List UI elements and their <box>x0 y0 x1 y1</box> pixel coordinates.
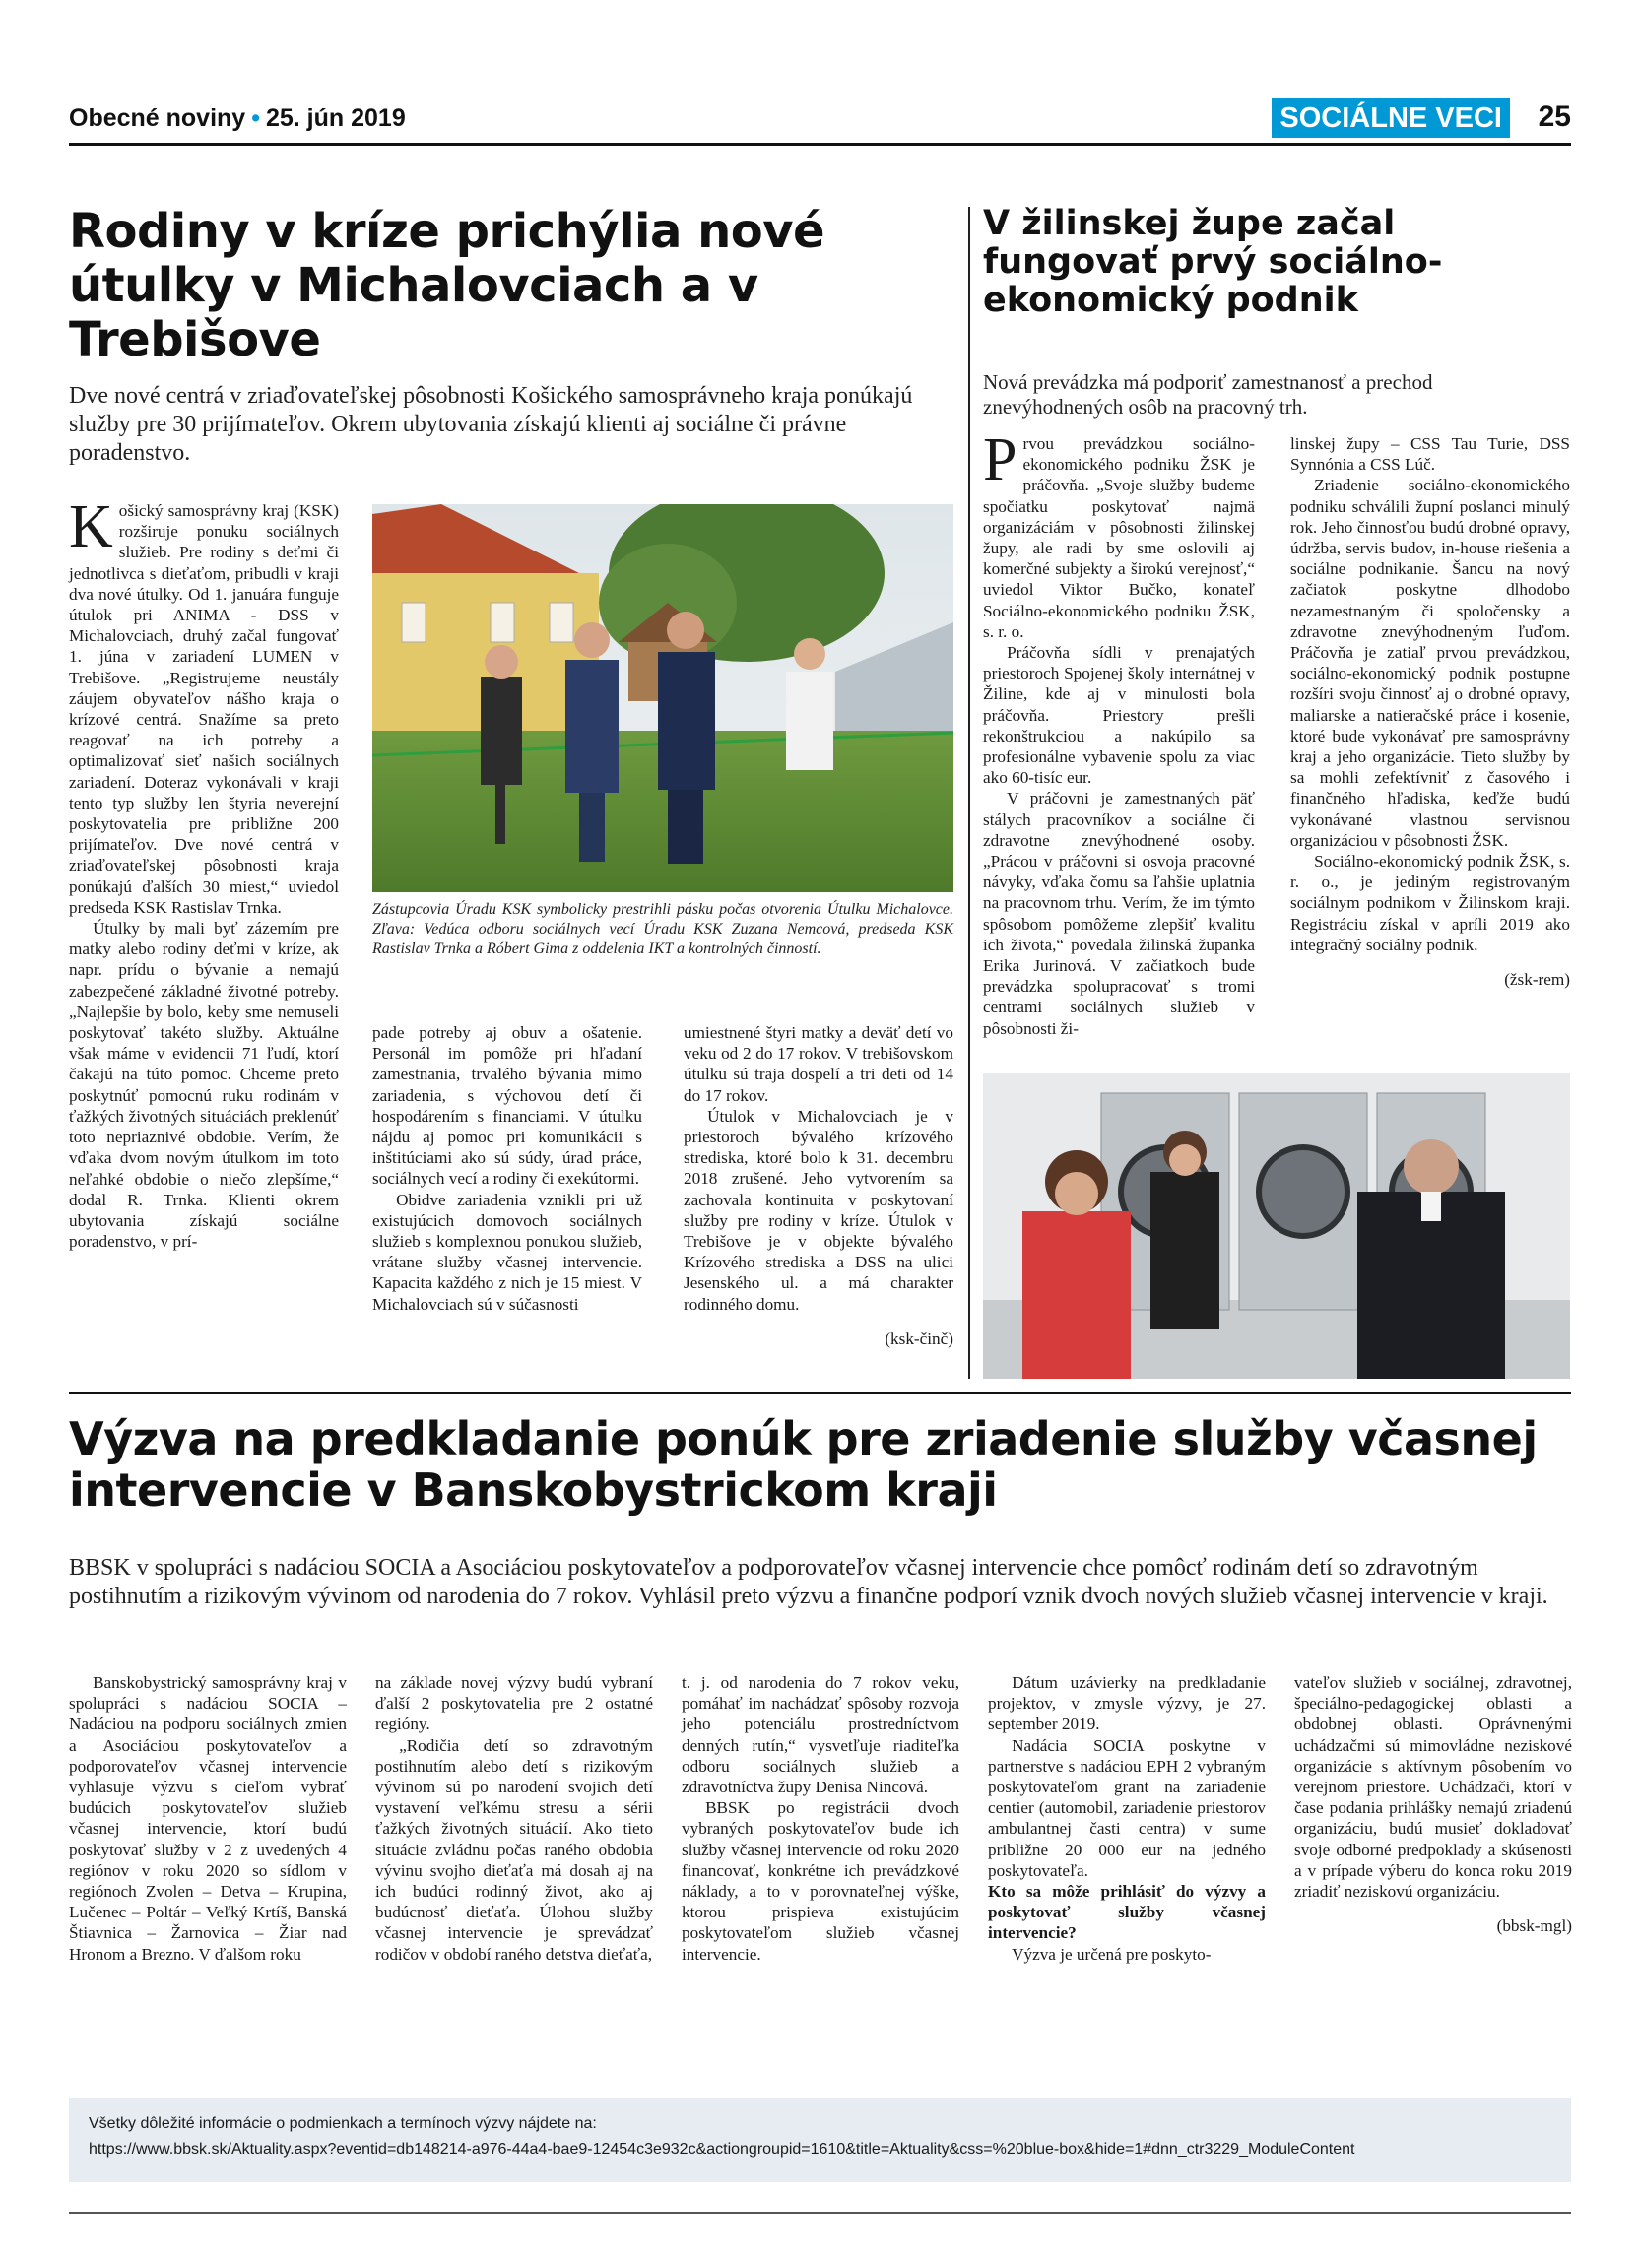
paragraph: V práčovni je zamestnaných päť stálych pracovníkov a sociálne či zdravotne znevýhodnené osoby. „Prácou v práčovni si osvoja pracovné návyky, vďaka čomu sa ľahšie uplatnia na pracovnom trhu. Verím, že im týmto spôsobom pomôžeme zlepšiť kvalitu ich života,“ povedala žilinská županka Erika Jurinová. V začiatkoch bude prevádzka spolupracovať s tromi centrami sociálnych služieb v pôsobnosti ži- <box>983 789 1255 1038</box>
article2-title: V žilinskej župe začal fungovať prvý sociálno-ekonomický podnik <box>983 204 1443 320</box>
paragraph: pade potreby aj obuv a ošatenie. Personál im pomôže pri hľadaní zamestnania, trvalého bývania mimo zariadenia, s výchovou detí či hospodárením s financiami. V útulku nájdu aj pomoc pri komunikácii s inštitúciami ako sú súdy, úrad práce, sociálnych vecí a rodiny či exekútormi. <box>372 1023 642 1189</box>
paragraph: t. j. od narodenia do 7 rokov veku, pomáhať im nachádzať spôsoby rozvoja jeho potenciálu prostredníctvom denných rutín,“ vysvetľuje riaditeľka odboru sociálnych služieb a zdravotníctva župy Denisa Nincová. <box>682 1673 959 1797</box>
paragraph: „Rodičia detí so zdravotným postihnutím alebo detí s rizikovým vývinom sú po narodení svojich detí vystavení veľkému stresu a sérii ťažkých životných situácií. Ako tieto situácie zvládnu počas raného obdobia vývinu svojho dieťaťa má dosah aj na ich budúci rodinný život, ako aj budúcnosť dieťaťa. Úlohou služby včasnej intervencie je sprevádzať rodičov v období raného detstva dieťaťa, <box>375 1735 653 1964</box>
article3-column-4 <box>988 1672 1266 1965</box>
page-header <box>69 98 1571 146</box>
laundry-image <box>983 1073 1570 1379</box>
article1-signature: (ksk-činč) <box>885 1328 953 1348</box>
article2-column-2 <box>1290 433 1570 990</box>
dropcap: K <box>69 493 113 560</box>
article1-column-1 <box>69 493 339 1252</box>
article1-column-3 <box>684 1022 953 1349</box>
dropcap: P <box>983 426 1017 493</box>
article2-lead: Nová prevádzka má podporiť zamestnanosť a prechod znevýhodnených osôb na pracovný trh. <box>983 370 1433 419</box>
paragraph: Útulok v Michalovciach je v priestoroch bývalého krízového strediska, ktoré bolo k 31. decembru 2018 zrušené. Jeho vytvorením sa zachovala kontinuita v poskytovaní služby pre rodiny v kríze. Útulok v Trebišove je v objekte bývalého Krízového strediska a DSS na ulici Jesenského ul. a má charakter rodinného domu. <box>684 1106 953 1314</box>
header-separator: • <box>251 104 260 132</box>
paragraph: vateľov služieb v sociálnej, zdravotnej, špeciálno-pedagogickej oblasti a obdobnej oblasti. Oprávnenými uchádzačmi sú mimovládne neziskové organizácie s aktívnym pôsobením vo verejnom priestore. Uchádzači, ktorí v čase podania prihlášky nemajú zriadenú organizáciu, budú musieť dokladovať svoje odborné predpoklady a skúsenosti a v prípade výberu do konca roku 2019 zriadiť neziskovú organizáciu. <box>1294 1673 1572 1902</box>
bottom-rule <box>69 2212 1571 2214</box>
article3-column-2 <box>375 1672 653 1965</box>
paragraph: Nadácia SOCIA poskytne v partnerstve s nadáciou EPH 2 vybraným poskytovateľom grant na zariadenie centier (automobil, zariadenie priestorov ambulantnej časti centra) v sume približne 20 000 eur na jedného poskytovateľa. <box>988 1735 1266 1880</box>
article3-signature: (bbsk-mgl) <box>1496 1916 1572 1936</box>
info-box-url[interactable]: https://www.bbsk.sk/Aktuality.aspx?eventid=db148214-a976-44a4-bae9-12454c3e932c&actiongroupid=1610&title=Aktuality&css=%20blue-box&hide=1#dnn_ctr3229_ModuleContent <box>89 2141 1355 2158</box>
paragraph: Sociálno-ekonomický podnik ŽSK, s. r. o., je jediným registrovaným sociálnym podnikom v Žilinskom kraji. Registráciu získal v apríli 2019 ako integračný sociálny podnik. <box>1290 852 1570 954</box>
paragraph: rvou prevádzkou sociálno-ekonomického podniku ŽSK je práčovňa. „Svoje služby budeme spočiatku poskytovať najmä organizáciám v pôsobnosti žilinskej župy, ale radi by sme oslovili aj komerčné subjekty a širokú verejnosť,“ uviedol Viktor Bučko, konateľ Sociálno-ekonomického podniku ŽSK, s. r. o. <box>983 434 1255 641</box>
paragraph: Výzva je určená pre poskyto- <box>1012 1944 1212 1964</box>
section-divider <box>69 1392 1571 1394</box>
paragraph: Obidve zariadenia vznikli pri už existujúcich domovoch sociálnych služieb s komplexnou ponukou služieb, vrátane služby včasnej intervencie. Kapacita každého z nich je 15 miest. V Michalovciach sú v súčasnosti <box>372 1190 642 1314</box>
paragraph: na základe novej výzvy budú vybraní ďalší 2 poskytovatelia pre 2 ostatné regióny. <box>375 1673 653 1734</box>
article1-title: Rodiny v kríze prichýlia nové útulky v Michalovciach a v Trebišove <box>69 204 825 367</box>
issue-date: 25. jún 2019 <box>265 104 406 132</box>
paragraph: linskej župy – CSS Tau Turie, DSS Synnónia a CSS Lúč. <box>1290 434 1570 475</box>
ribbon-cutting-image <box>372 504 953 892</box>
article2-column-1 <box>983 426 1255 1039</box>
paragraph: BBSK po registrácii dvoch vybraných poskytovateľov bude ich služby včasnej intervencie od roku 2020 financovať, konkrétne ich prevádzkové náklady, a to v porovnateľnej výške, ktorou prispieva existujúcim poskytovateľom služieb včasnej intervencie. <box>682 1798 959 1964</box>
paragraph: Práčovňa sídli v prenajatých priestoroch Spojenej školy internátnej v Žiline, kde aj v minulosti bola práčovňa. Priestory prešli rekonštrukciou a nakúpilo sa profesionálne vybavenie spolu za viac ako 60-tisíc eur. <box>983 643 1255 788</box>
article3-column-5 <box>1294 1672 1572 1936</box>
paragraph: Banskobystrický samosprávny kraj v spolupráci s nadáciou SOCIA – Nadáciou na podporu sociálnych zmien a Asociáciou poskytovateľov a podporovateľov včasnej intervencie vyhlasuje výzvu s cieľom vybrať budúcich poskytovateľov služieb včasnej intervencie, ktorí budú poskytovať služby v 2 z uvedených 4 regiónov v roku 2020 so sídlom v regiónoch Zvolen – Detva – Krupina, Lučenec – Poltár – Veľký Krtíš, Banská Štiavnica – Žarnovica – Žiar nad Hronom a Brezno. V ďalšom roku <box>69 1673 347 1964</box>
paragraph: Útulky by mali byť zázemím pre matky alebo rodiny deťmi v kríze, ak napr. prídu o bývanie a nemajú zabezpečené základné životné potreby. „Najlepšie by bolo, keby sme nemuseli poskytovať takéto služby. Aktuálne však máme v evidencii 71 ľudí, ktorí čakajú na túto pomoc. Chceme preto poskytnúť pomocnú ruku rodinám v ťažkých životných situáciách preklenúť toto nepriaznivé obdobie. Verím, že vďaka dvom novým útulkom im toto neľahké obdobie o niečo zlepšíme,“ dodal R. Trnka. Klienti okrem ubytovania získajú sociálne poradenstvo, v prí- <box>69 919 339 1252</box>
subheading-question: Kto sa môže prihlásiť do výzvy a poskytovať služby včasnej intervencie? <box>988 1882 1266 1943</box>
publication-name: Obecné noviny <box>69 104 246 132</box>
article3-title: Výzva na predkladanie ponúk pre zriadenie služby včasnej intervencie v Banskobystrickom kraji <box>69 1412 1538 1517</box>
laundry-photo <box>983 1073 1570 1379</box>
paragraph: ošický samosprávny kraj (KSK) rozširuje ponuku sociálnych služieb. Pre rodiny s deťmi či jednotlivca s dieťaťom, pribudli v kraji dva nové útulky. Od 1. januára funguje útulok pri ANIMA - DSS v Michalovciach, druhý začal fungovať 1. júna v zariadení LUMEN v Trebišove. „Registrujeme neustály záujem obyvateľov nášho kraja o krízové centrá. Snažíme sa preto reagovať na ich potreby a optimalizovať sieť našich sociálnych zariadení. Doteraz vykonávali v kraji tento typ služby len štyria neverejní poskytovatelia pre približne 200 prijímateľov. Dve nové centrá v zriaďovateľskej pôsobnosti kraja ponúkajú ďalších 30 miest,“ uviedol predseda KSK Rastislav Trnka. <box>69 501 339 917</box>
ribbon-cutting-photo <box>372 504 953 892</box>
column-divider <box>968 207 970 1379</box>
article2-signature: (žsk-rem) <box>1504 970 1570 990</box>
section-label: SOCIÁLNE VECI <box>1272 98 1510 138</box>
article3-column-3 <box>682 1672 959 1965</box>
info-box-text: Všetky dôležité informácie o podmienkach a termínoch výzvy nájdete na: <box>89 2115 597 2132</box>
article3-column-1 <box>69 1672 347 1965</box>
paragraph: umiestnené štyri matky a deväť detí vo veku od 2 do 17 rokov. V trebišovskom útulku sú traja dospelí a tri deti od 14 do 17 rokov. <box>684 1023 953 1105</box>
page-number: 25 <box>1538 100 1571 133</box>
paragraph: Dátum uzávierky na predkladanie projektov, v zmysle výzvy, je 27. september 2019. <box>988 1673 1266 1734</box>
article3-lead: BBSK v spolupráci s nadáciou SOCIA a Asociáciou poskytovateľov a podporovateľov včasnej intervencie chce pomôcť rodinám detí so zdravotným postihnutím a rizikovým vývinom od narodenia do 7 rokov. Vyhlásil preto výzvu a finančne podporí vznik dvoch nových služieb včasnej intervencie v kraji. <box>69 1555 1548 1609</box>
article1-photo-caption: Zástupcovia Úradu KSK symbolicky prestrihli pásku počas otvorenia Útulku Michalovce. Zľava: Vedúca odboru sociálnych vecí Úradu KSK Zuzana Nemcová, predseda KSK Rastislav Trnka a Róbert Gima z oddelenia IKT a kontrolných činností. <box>372 901 953 957</box>
article1-lead: Dve nové centrá v zriaďovateľskej pôsobnosti Košického samosprávneho kraja ponúkajú služby pre 30 prijímateľov. Okrem ubytovania získajú klienti aj sociálne či právne poradenstvo. <box>69 383 913 466</box>
info-box <box>69 2098 1571 2182</box>
article1-column-2 <box>372 1022 642 1315</box>
paragraph: Zriadenie sociálno-ekonomického podniku schválili župní poslanci minulý rok. Jeho činnosťou budú drobné opravy, údržba, servis budov, in-house riešenia a sociálne podnikanie. Šancu na nový začiatok poskytne dlhodobo nezamestnaným či spoločensky a zdravotne znevýhodneným ľuďom. Práčovňa je zatiaľ prvou prevádzkou, sociálno-ekonomický podnik postupne rozšíri svoju činnosť aj o drobné opravy, maliarske a natieračské práce i kosenie, ktoré bude vykonávať pre samosprávny kraj a jeho organizácie. Tieto služby by sa mohli zefektívniť z časového i finančného hľadiska, keďže budú vykonávané vlastnou servisnou organizáciou v pôsobnosti ŽSK. <box>1290 476 1570 850</box>
publication-line <box>69 104 406 133</box>
